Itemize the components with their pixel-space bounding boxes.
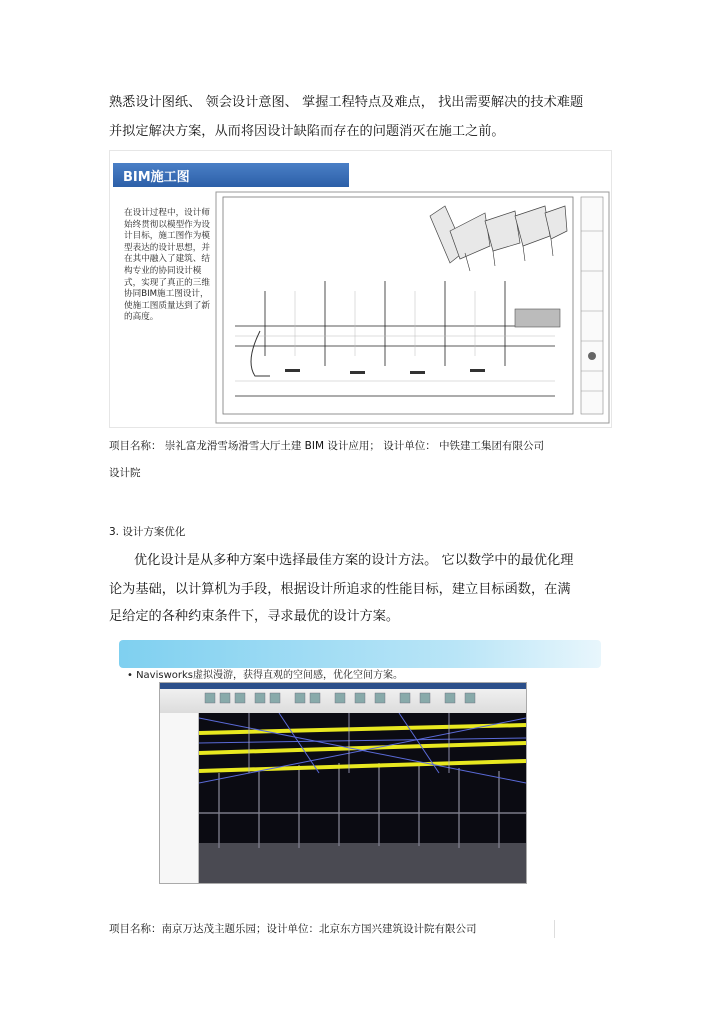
section3-line-2: 论为基础，以计算机为手段，根据设计所追求的性能目标，建立目标函数，在满 xyxy=(109,582,571,597)
intro-line-2: 并拟定解决方案，从而将因设计缺陷而存在的问题消灭在施工之前。 xyxy=(109,124,505,139)
figure-description: 在设计过程中，设计师始终贯彻以模型作为设计目标，施工图作为模型表达的设计思想，并在其中融入了建筑、结构专业的协同设计模式，实现了真正的三维协同BIM施工图设计，使施工图质量达到了新的高度。 xyxy=(124,208,210,323)
figure1-caption-line-1: 项目名称： 崇礼富龙滑雪场滑雪大厅土建 BIM 设计应用； 设计单位： 中铁建工集团有限公司 xyxy=(109,440,545,452)
intro-line-1: 熟悉设计图纸、 领会设计意图、 掌握工程特点及难点， 找出需要解决的技术难题 xyxy=(109,95,584,110)
selection-tree-panel[interactable] xyxy=(160,713,199,883)
divider xyxy=(554,920,555,938)
ribbon-toolbar xyxy=(160,683,526,714)
figure2-caption: 项目名称：南京万达茂主题乐园；设计单位：北京东方国兴建筑设计院有限公司 xyxy=(109,923,477,935)
3d-viewport[interactable] xyxy=(199,713,526,883)
figure-banner xyxy=(113,163,349,187)
construction-drawing xyxy=(215,191,610,424)
navisworks-figure xyxy=(109,632,610,912)
navisworks-window xyxy=(159,682,527,884)
section3-line-3: 足给定的各种约束条件下，寻求最优的设计方案。 xyxy=(109,609,400,624)
bim-drawing-figure xyxy=(109,150,612,428)
section-heading: 3. 设计方案优化 xyxy=(109,526,186,538)
toolbar-icons xyxy=(160,683,526,713)
banner-title: BIM施工图 xyxy=(123,170,190,185)
section3-line-1: 优化设计是从多种方案中选择最佳方案的设计方法。 它以数学中的最优化理 xyxy=(134,553,574,568)
slide-header xyxy=(119,640,601,668)
slide-bullet: • Navisworks虚拟漫游，获得直观的空间感，优化空间方案。 xyxy=(127,670,404,681)
figure1-caption-line-2: 设计院 xyxy=(109,467,141,479)
